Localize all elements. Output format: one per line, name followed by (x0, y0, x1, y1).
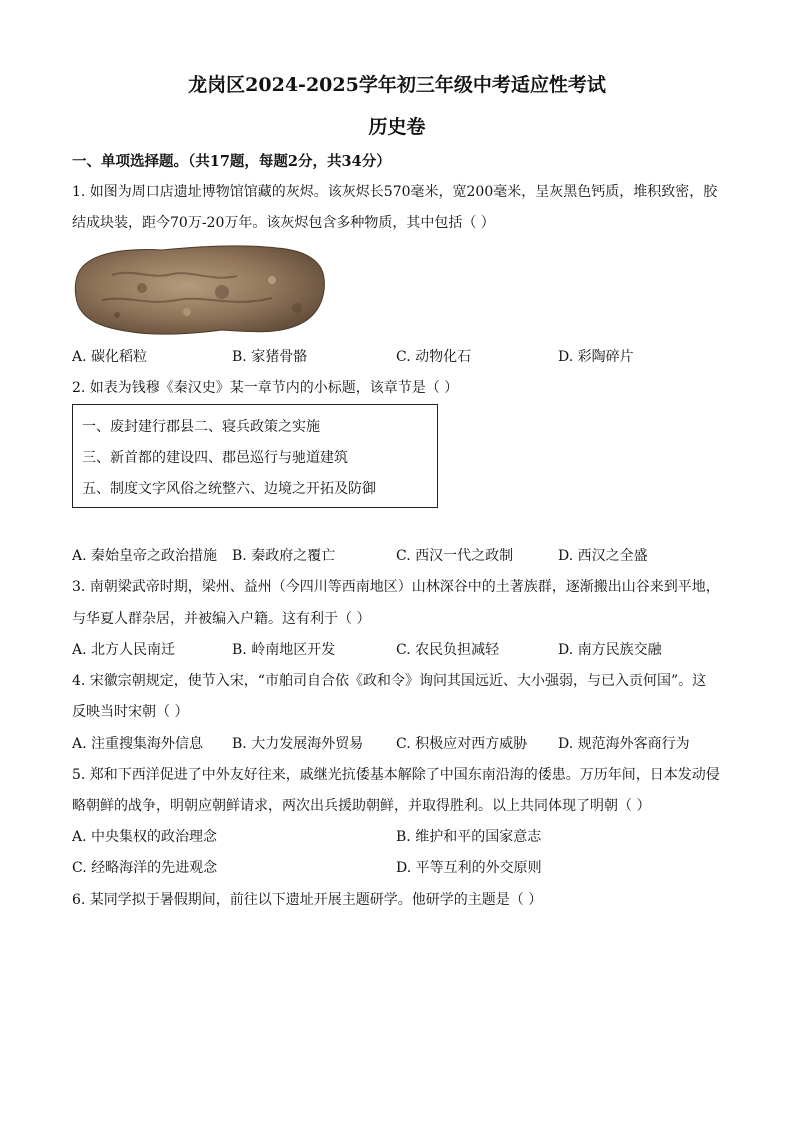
ash-artifact-image (72, 240, 327, 340)
q6-stem-line1: 6. 某同学拟于暑假期间，前往以下遗址开展主题研学。他研学的主题是（ ） (72, 892, 543, 908)
exam-subtitle: 历史卷 (368, 116, 426, 138)
q5-option-a: A. 中央集权的政治理念 (72, 829, 218, 845)
q4-option-c: C. 积极应对西方威胁 (396, 736, 528, 752)
q4-option-d: D. 规范海外客商行为 (558, 736, 690, 752)
q5-stem-line2: 略朝鲜的战争，明朝应朝鲜请求，两次出兵援助朝鲜，并取得胜利。以上共同体现了明朝（ ） (72, 798, 651, 814)
table-row: 三、新首都的建设四、郡邑巡行与驰道建筑 (82, 450, 348, 466)
q1-option-a: A. 碳化稻粒 (72, 349, 148, 365)
q3-stem-line1: 3. 南朝梁武帝时期，梁州、益州（今四川等西南地区）山林深谷中的土著族群，逐渐搬出山谷来到平地， (72, 579, 720, 595)
exam-title: 龙岗区2024-2025学年初三年级中考适应性考试 (188, 74, 606, 96)
q1-stem-line1: 1. 如图为周口店遗址博物馆馆藏的灰烬。该灰烬长570毫米，宽200毫米，呈灰黑色钙质，堆积致密，胶 (72, 184, 718, 200)
q4-stem-line1: 4. 宋徽宗朝规定，使节入宋，“市舶司自合依《政和令》询问其国远近、大小强弱，与已入贡何国”。这 (72, 673, 707, 689)
q3-stem-line2: 与华夏人群杂居，并被编入户籍。这有利于（ ） (72, 611, 371, 627)
q5-option-b: B. 维护和平的国家意志 (396, 829, 542, 845)
q1-option-d: D. 彩陶碎片 (558, 349, 634, 365)
q3-option-a: A. 北方人民南迁 (72, 642, 176, 658)
table-row: 一、废封建行郡县二、寝兵政策之实施 (82, 419, 320, 435)
q5-option-c: C. 经略海洋的先进观念 (72, 860, 218, 876)
q5-option-d: D. 平等互利的外交原则 (396, 860, 542, 876)
section-heading: 一、单项选择题。（共17题，每题2分，共34分） (72, 153, 391, 170)
q4-option-b: B. 大力发展海外贸易 (232, 736, 364, 752)
q1-stem-line2: 结成块装，距今70万-20万年。该灰烬包含多种物质，其中包括（ ） (72, 215, 495, 231)
q2-subtitle-table (72, 404, 438, 508)
q3-option-c: C. 农民负担减轻 (396, 642, 500, 658)
q2-option-b: B. 秦政府之覆亡 (232, 548, 336, 564)
q1-option-b: B. 家猪骨骼 (232, 349, 308, 365)
q4-stem-line2: 反映当时宋朝（ ） (72, 704, 189, 720)
table-row: 五、制度文字风俗之统整六、边境之开拓及防御 (82, 481, 376, 497)
q3-option-b: B. 岭南地区开发 (232, 642, 336, 658)
q2-option-c: C. 西汉一代之政制 (396, 548, 514, 564)
q3-option-d: D. 南方民族交融 (558, 642, 662, 658)
q2-stem-line1: 2. 如表为钱穆《秦汉史》某一章节内的小标题，该章节是（ ） (72, 380, 459, 396)
q2-option-d: D. 西汉之全盛 (558, 548, 648, 564)
q2-option-a: A. 秦始皇帝之政治措施 (72, 548, 218, 564)
q4-option-a: A. 注重搜集海外信息 (72, 736, 204, 752)
q5-stem-line1: 5. 郑和下西洋促进了中外友好往来，戚继光抗倭基本解除了中国东南沿海的倭患。万历年间，日本发动侵 (72, 767, 720, 783)
q1-option-c: C. 动物化石 (396, 349, 472, 365)
